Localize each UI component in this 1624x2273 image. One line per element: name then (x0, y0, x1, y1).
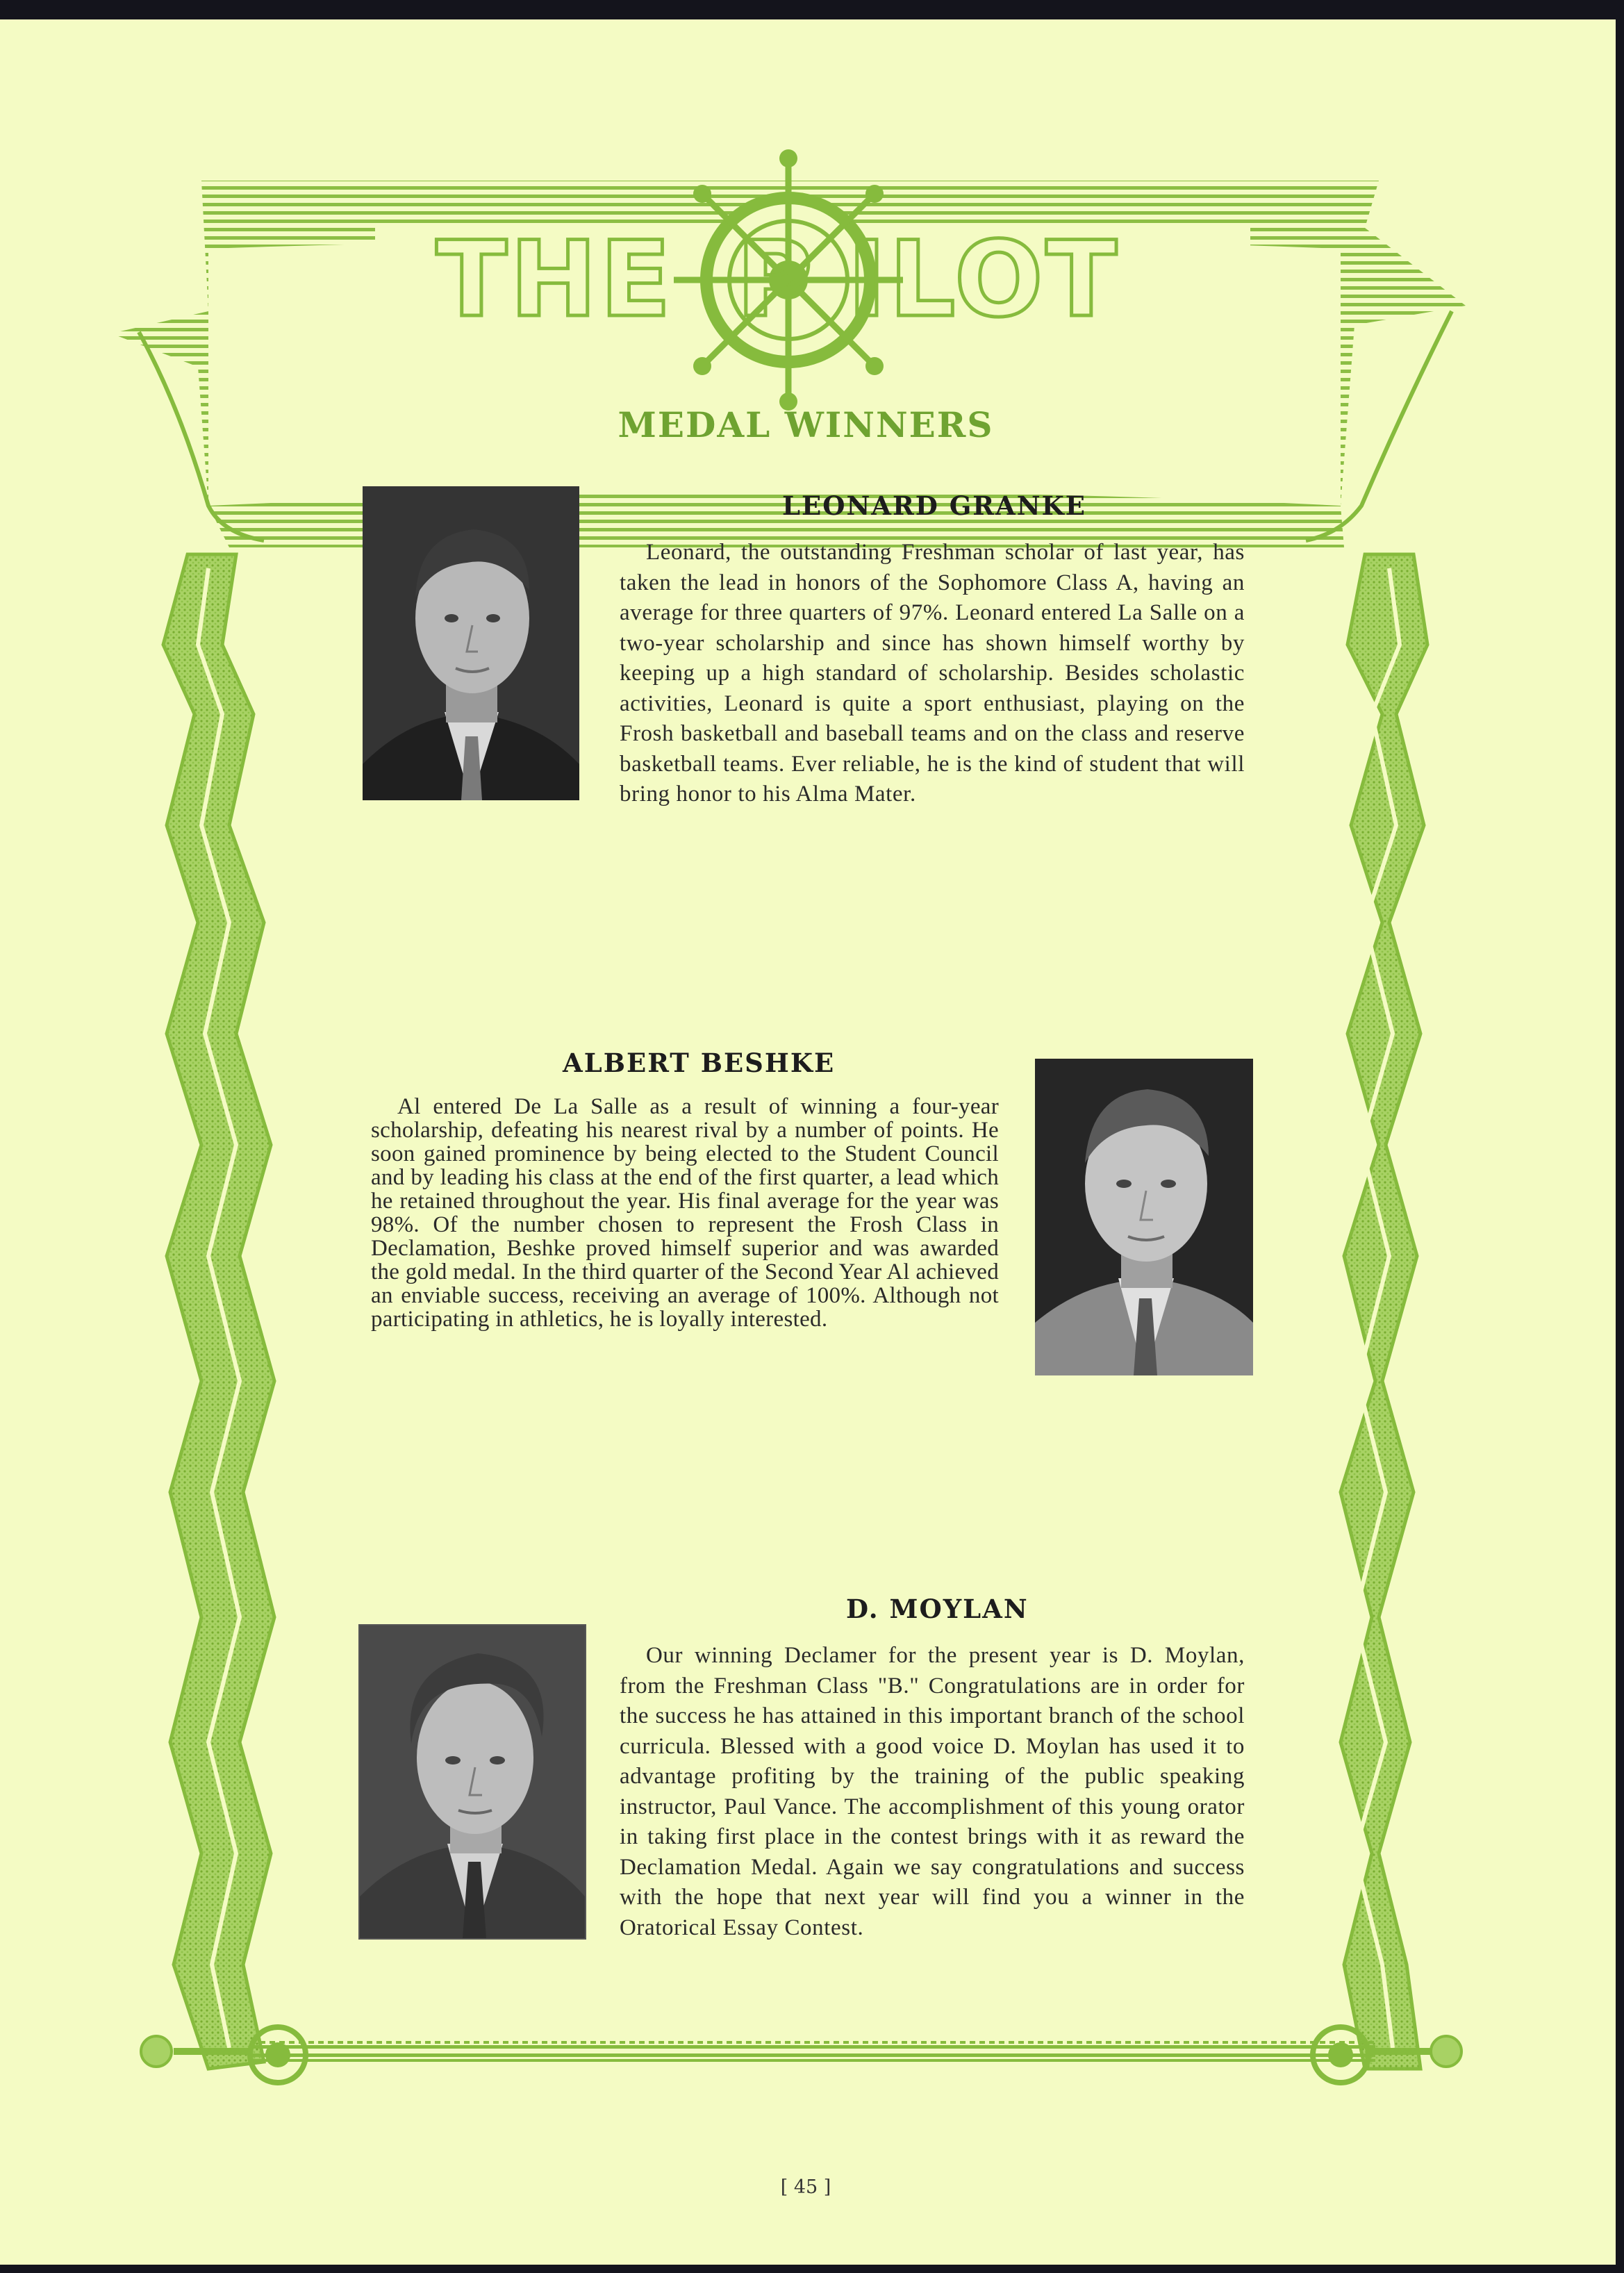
portrait-photo-d-moylan (358, 1624, 586, 1940)
bio-text: Al entered De La Salle as a result of winning a four-year scholarship, defeating his nearest rival by a number of points. He soon gained prominence by being elected to the Student Council and by leading his class at the end of the first quarter, a lead which he retained throughout the year. His final average for the year was 98%. Of the number chosen to represent the Frosh Class in Declamation, Beshke proved himself superior and was awarded the gold medal. In the third quarter of the Second Year Al achieved an enviable success, receiving an average of 100%. Although not participating in athletics, he is loyally interested. (371, 1094, 999, 1332)
yearbook-page (0, 19, 1616, 2265)
bio-text: Our winning Declamer for the present year is D. Moylan, from the Freshman Class "B." Congratulations are in order for the success he has attained in this important branch of the school curricula. Blessed with a good voice D. Moylan has used it to advantage profiting by the training of the public speaking instructor, Paul Vance. The accomplishment of this young orator in taking first place in the contest brings with it as reward the Declamation Medal. Again we say congratulations and success with the hope that next year will find you a winner in the Oratorical Essay Contest. (620, 1643, 1245, 1940)
masthead-word-the: THE (436, 220, 674, 340)
page-number: [ 45 ] (780, 2176, 831, 2198)
winner-bio-leonard-granke (620, 538, 1245, 810)
winner-name-albert-beshke: ALBERT BESHKE (563, 1048, 836, 1078)
masthead-word-ilot: ILOT (847, 220, 1120, 340)
section-title: MEDAL WINNERS (618, 404, 994, 445)
winner-name-d-moylan: D. MOYLAN (846, 1594, 1029, 1624)
winner-bio-albert-beshke (371, 1095, 999, 1331)
portrait-photo-albert-beshke (1035, 1059, 1253, 1375)
winner-name-leonard-granke: LEONARD GRANKE (782, 490, 1086, 521)
masthead (0, 19, 1616, 408)
portrait-photo-leonard-granke (363, 486, 579, 800)
masthead-letter-p: P (736, 220, 813, 340)
winner-bio-d-moylan (620, 1641, 1245, 1943)
bio-text: Leonard, the outstanding Freshman scholar of last year, has taken the lead in honors of the Sophomore Class A, having an average for three quarters of 97%. Leonard entered La Salle on a two-year scholarship and since has shown himself worthy by keeping up a high standard of scholarship. Besides scholastic activities, Leonard is quite a sport enthusiast, playing on the Frosh basketball and baseball teams and on the class and reserve basketball teams. Ever reliable, he is the kind of student that will bring honor to his Alma Mater. (620, 540, 1245, 807)
